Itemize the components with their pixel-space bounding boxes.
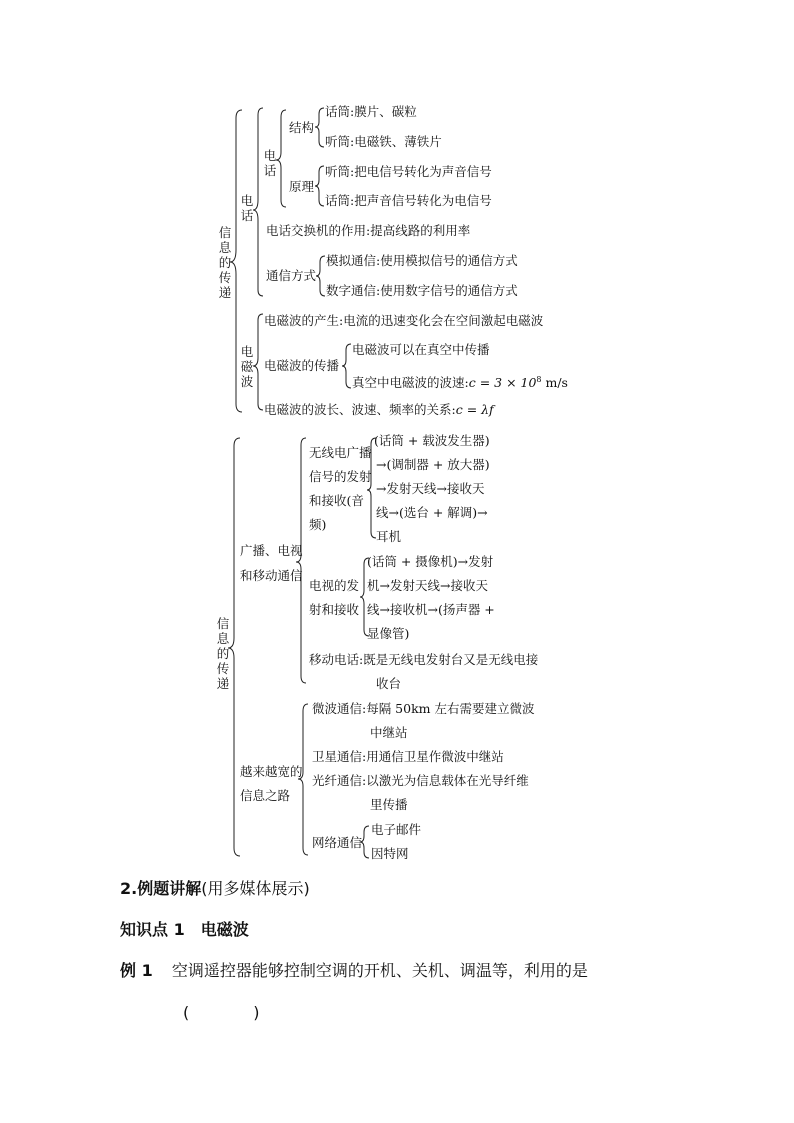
example-1: [120, 958, 588, 981]
wuxian-chain-line: 耳机: [376, 529, 402, 544]
tongxin-item: 模拟通信:使用模拟信号的通信方式: [326, 253, 518, 268]
dc-bosu-formula: c = 3 × 10: [468, 375, 537, 391]
wuxian-label-line: 和接收(音: [309, 493, 364, 508]
dianshi-chain-line: 显像管): [367, 626, 410, 641]
wuxian-chain-line: 线→(选台 + 解调)→: [376, 505, 488, 520]
tongxin-label: 通信方式: [266, 268, 317, 283]
dc-guanxi-prefix: 电磁波的波长、波速、频率的关系:: [264, 402, 456, 417]
yuanli-label: 原理: [289, 179, 315, 194]
dianshi-label-line: 电视的发: [309, 578, 360, 593]
dianci-label: 电磁波: [240, 344, 254, 389]
brace-guangbo: [296, 438, 306, 683]
wangluo-item: 电子邮件: [371, 822, 422, 837]
wangluo-label: 网络通信: [312, 835, 363, 850]
wangluo-item: 因特网: [371, 846, 409, 861]
dc-chuanbo-item: 电磁波可以在真空中传播: [352, 342, 490, 357]
yidong-line: 收台: [376, 676, 402, 691]
lower-root-label: 信息的传递: [216, 616, 230, 691]
wuxian-label-line: 频): [309, 517, 327, 532]
guangxian-line: 里传播: [370, 797, 408, 812]
dianhua-label: 电话: [240, 193, 254, 223]
dianhua-inner-label: 电话: [263, 148, 277, 178]
weibo-line: 中继站: [370, 725, 408, 740]
dc-bosu-prefix: 真空中电磁波的波速:: [352, 375, 469, 391]
weibo-line: 微波通信:每隔 50km 左右需要建立微波: [312, 701, 535, 716]
dc-chuanbo-label: 电磁波的传播: [264, 358, 340, 373]
section-heading-title: 2.例题讲解: [120, 879, 202, 898]
yuanli-item: 话筒:把声音信号转化为电信号: [325, 193, 492, 208]
yuelai-label-line: 越来越宽的: [240, 764, 303, 779]
jiegou-item: 听筒:电磁铁、薄铁片: [325, 134, 442, 149]
guangxian-line: 光纤通信:以激光为信息载体在光导纤维: [312, 773, 529, 788]
wuxian-label-line: 信号的发射: [309, 469, 372, 484]
weixing-line: 卫星通信:用通信卫星作微波中继站: [312, 749, 504, 764]
guangbo-label-line: 广播、电视: [240, 543, 303, 558]
tongxin-item: 数字通信:使用数字信号的通信方式: [326, 283, 518, 298]
example-label: 例 1: [120, 961, 153, 980]
yuanli-item: 听筒:把电信号转化为声音信号: [325, 164, 492, 179]
upper-root-label: 信息的传递: [218, 225, 232, 300]
jiaohuanji-text: 电话交换机的作用:提高线路的利用率: [266, 223, 471, 238]
example-text: 空调遥控器能够控制空调的开机、关机、调温等，利用的是: [171, 961, 588, 980]
section-heading-note: (用多媒体展示): [201, 879, 310, 898]
wuxian-chain-line: (话筒 + 载波发生器): [374, 433, 490, 448]
answer-blank: ( ): [183, 1003, 260, 1022]
jiegou-item: 话筒:膜片、碳粒: [325, 104, 417, 119]
dianshi-label-line: 射和接收: [309, 602, 360, 617]
dianshi-chain-line: (话筒 + 摄像机)→发射: [367, 554, 494, 569]
section-heading: [120, 876, 310, 899]
dc-bosu-exp: 8: [536, 375, 542, 384]
jiegou-label: 结构: [289, 120, 315, 135]
wuxian-chain-line: →发射天线→接收天: [376, 481, 485, 496]
wuxian-chain-line: →(调制器 + 放大器): [376, 457, 490, 472]
knowledge-point-title: 知识点 1 电磁波: [120, 920, 249, 939]
yuelai-label-line: 信息之路: [240, 788, 291, 803]
wuxian-label-line: 无线电广播: [309, 445, 372, 460]
dc-bosu-unit: m/s: [541, 375, 568, 391]
dc-guanxi-formula: c = λf: [455, 402, 494, 417]
dc-chansheng: 电磁波的产生:电流的迅速变化会在空间激起电磁波: [264, 313, 544, 328]
dianshi-chain-line: 机→发射天线→接收天: [367, 578, 488, 593]
dianshi-chain-line: 线→接收机→(扬声器 +: [367, 602, 495, 617]
yidong-line: 移动电话:既是无线电发射台又是无线电接: [309, 652, 539, 667]
guangbo-label-line: 和移动通信: [240, 568, 303, 583]
